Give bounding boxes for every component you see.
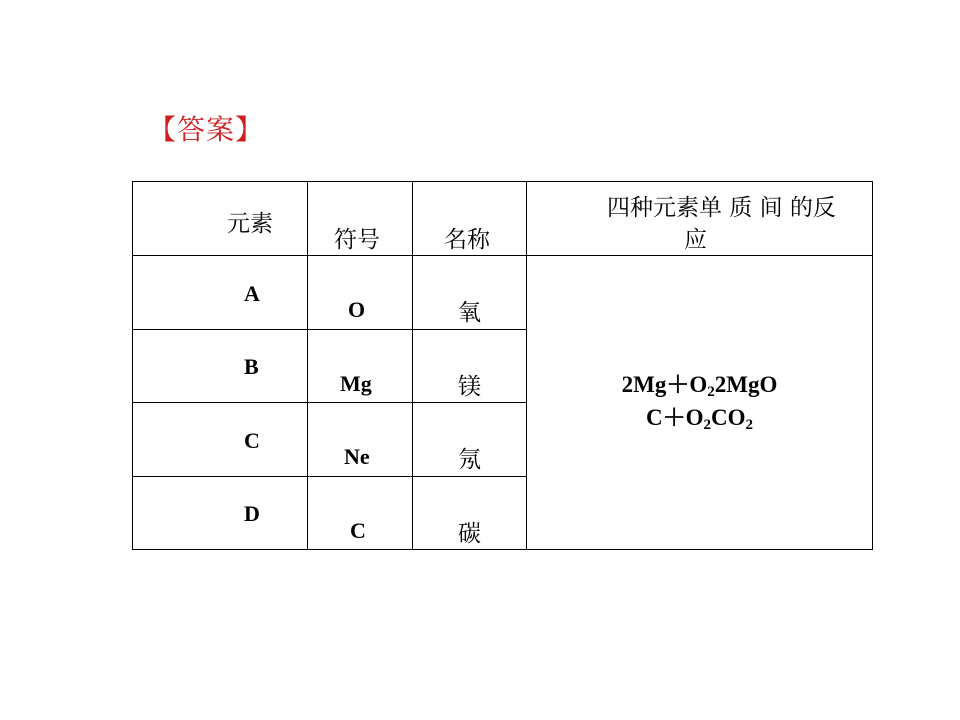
row-a-element: A <box>244 281 260 306</box>
row-b-name: 镁 <box>458 374 481 400</box>
table-col-divider <box>412 181 413 550</box>
row-c-name: 氖 <box>458 447 481 473</box>
header-reaction-line1: 四种元素单 质 间 的反 <box>607 195 836 221</box>
table-col-divider <box>307 181 308 550</box>
table-header-divider <box>132 255 873 256</box>
answer-title: 【答案】 <box>148 113 265 146</box>
table-col-divider <box>526 181 527 550</box>
row-c-element: C <box>244 428 260 453</box>
row-c-symbol: Ne <box>344 444 370 469</box>
table-border-right <box>872 181 873 550</box>
reaction-equations <box>526 368 873 434</box>
equation-c-o2: $C+O_2CO_2$ <box>646 405 753 433</box>
answer-table <box>132 181 873 550</box>
table-border-bottom <box>132 549 873 550</box>
row-d-symbol: C <box>350 518 366 543</box>
header-reaction-line2: 应 <box>684 227 707 253</box>
row-a-name: 氧 <box>458 300 481 326</box>
header-name: 名称 <box>444 227 490 253</box>
row-d-element: D <box>244 501 260 526</box>
row-b-element: B <box>244 354 259 379</box>
table-row-divider <box>132 402 526 403</box>
row-b-symbol: Mg <box>340 371 372 396</box>
row-a-symbol: O <box>348 297 366 322</box>
table-border-top <box>132 181 873 182</box>
row-d-name: 碳 <box>458 521 481 547</box>
header-symbol: 符号 <box>334 227 380 253</box>
table-row-divider <box>132 329 526 330</box>
equation-mg-o2: $2Mg+O_22MgO$ <box>621 372 778 400</box>
header-element: 元素 <box>227 211 273 237</box>
table-border-left <box>132 181 133 550</box>
table-row-divider <box>132 476 526 477</box>
